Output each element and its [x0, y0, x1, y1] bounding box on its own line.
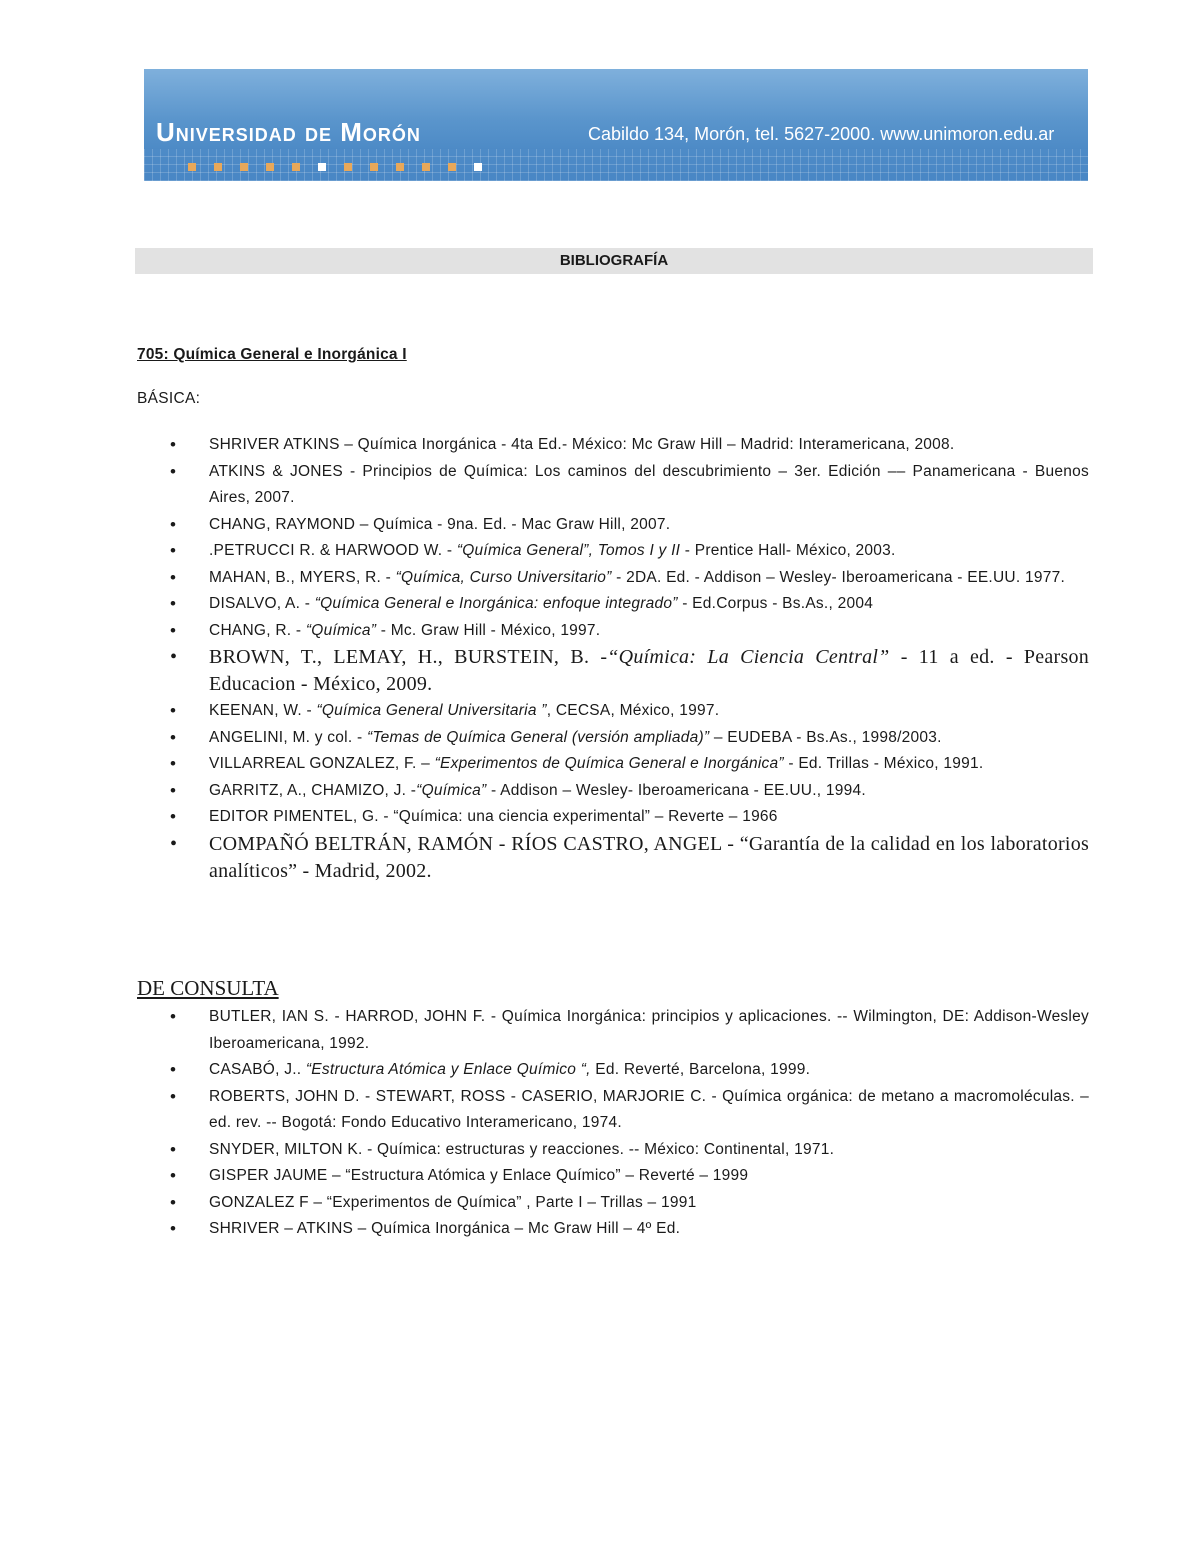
- basic-bibliography-list: [137, 432, 1089, 885]
- list-item: • VILLARREAL GONZALEZ, F. – “Experimentos de Química General e Inorgánica” - Ed. Trillas - México, 1991.: [137, 751, 1089, 778]
- banner-dot: [318, 163, 326, 171]
- university-banner: [144, 69, 1088, 181]
- list-item: • GONZALEZ F – “Experimentos de Química” , Parte I – Trillas – 1991: [137, 1190, 1089, 1217]
- list-item: • CHANG, R. - “Química” - Mc. Graw Hill - México, 1997.: [137, 618, 1089, 645]
- university-name: Universidad de Morón: [156, 117, 421, 147]
- list-item: • .PETRUCCI R. & HARWOOD W. - “Química General”, Tomos I y II - Prentice Hall- México, 2003.: [137, 538, 1089, 565]
- list-item: • SHRIVER ATKINS – Química Inorgánica - 4ta Ed.- México: Mc Graw Hill – Madrid: Interamericana, 2008.: [137, 432, 1089, 459]
- banner-dot: [448, 163, 456, 171]
- list-item: • CHANG, RAYMOND – Química - 9na. Ed. - Mac Graw Hill, 2007.: [137, 512, 1089, 539]
- list-item: • COMPAÑÓ BELTRÁN, RAMÓN - RÍOS CASTRO, ANGEL - “Garantía de la calidad en los laboratorios analíticos” - Madrid, 2002.: [137, 831, 1089, 885]
- list-item: • KEENAN, W. - “Química General Universitaria ”, CECSA, México, 1997.: [137, 698, 1089, 725]
- list-item: • GARRITZ, A., CHAMIZO, J. -“Química” - Addison – Wesley- Iberoamericana - EE.UU., 1994.: [137, 778, 1089, 805]
- banner-dot: [240, 163, 248, 171]
- banner-dot: [422, 163, 430, 171]
- banner-dot: [214, 163, 222, 171]
- banner-dot: [292, 163, 300, 171]
- banner-dot: [396, 163, 404, 171]
- list-item: • BUTLER, IAN S. - HARROD, JOHN F. - Química Inorgánica: principios y aplicaciones. -- Wilmington, DE: Addison-Wesley Iberoamericana, 1992.: [137, 1004, 1089, 1057]
- list-item: • ROBERTS, JOHN D. - STEWART, ROSS - CASERIO, MARJORIE C. - Química orgánica: de metano a macromoléculas. – ed. rev. -- Bogotá: Fondo Educativo Interamericano, 1974.: [137, 1084, 1089, 1137]
- course-title: 705: Química General e Inorgánica I: [137, 346, 407, 363]
- list-item: • CASABÓ, J.. “Estructura Atómica y Enlace Químico “, Ed. Reverté, Barcelona, 1999.: [137, 1057, 1089, 1084]
- banner-dot: [344, 163, 352, 171]
- consult-bibliography-list: [137, 1004, 1089, 1243]
- consult-bibliography-label: DE CONSULTA: [137, 976, 279, 1000]
- basic-bibliography-label: BÁSICA:: [137, 390, 201, 407]
- banner-dot: [266, 163, 274, 171]
- list-item: • ATKINS & JONES - Principios de Química: Los caminos del descubrimiento – 3er. Edición –– Panamericana - Buenos Aires, 2007.: [137, 459, 1089, 512]
- list-item: • GISPER JAUME – “Estructura Atómica y Enlace Químico” – Reverté – 1999: [137, 1163, 1089, 1190]
- university-contact: Cabildo 134, Morón, tel. 5627-2000. www.unimoron.edu.ar: [588, 124, 1055, 144]
- banner-dot: [474, 163, 482, 171]
- section-title: BIBLIOGRAFÍA: [135, 248, 1093, 274]
- banner-dot: [188, 163, 196, 171]
- list-item: • SHRIVER – ATKINS – Química Inorgánica – Mc Graw Hill – 4º Ed.: [137, 1216, 1089, 1243]
- list-item: • BROWN, T., LEMAY, H., BURSTEIN, B. -“Química: La Ciencia Central” - 11 a ed. - Pearson Educacion - México, 2009.: [137, 644, 1089, 698]
- list-item: • DISALVO, A. - “Química General e Inorgánica: enfoque integrado” - Ed.Corpus - Bs.As., 2004: [137, 591, 1089, 618]
- list-item: • EDITOR PIMENTEL, G. - “Química: una ciencia experimental” – Reverte – 1966: [137, 804, 1089, 831]
- banner-dot: [370, 163, 378, 171]
- banner-pattern: [144, 149, 1088, 181]
- list-item: • SNYDER, MILTON K. - Química: estructuras y reacciones. -- México: Continental, 1971.: [137, 1137, 1089, 1164]
- list-item: • ANGELINI, M. y col. - “Temas de Química General (versión ampliada)” – EUDEBA - Bs.As., 1998/2003.: [137, 725, 1089, 752]
- list-item: • MAHAN, B., MYERS, R. - “Química, Curso Universitario” - 2DA. Ed. - Addison – Wesley- Iberoamericana - EE.UU. 1977.: [137, 565, 1089, 592]
